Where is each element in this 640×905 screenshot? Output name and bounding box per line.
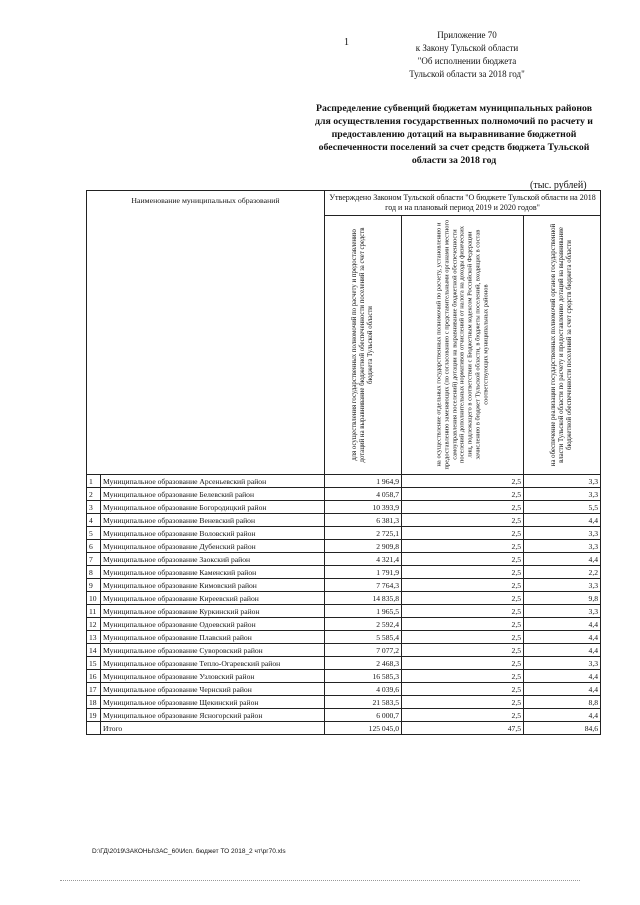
row-value-b: 2,5 (402, 657, 524, 670)
row-name: Муниципальное образование Плавский район (101, 631, 325, 644)
row-value-b: 2,5 (402, 501, 524, 514)
row-number: 10 (87, 592, 101, 605)
row-value-b: 2,5 (402, 631, 524, 644)
table-row (87, 605, 601, 618)
header-row (87, 191, 601, 216)
row-value-c: 4,4 (524, 553, 601, 566)
appendix-block (392, 29, 542, 81)
appendix-line: Приложение 70 (437, 30, 497, 40)
row-value-b: 2,5 (402, 644, 524, 657)
table-row (87, 566, 601, 579)
table-row (87, 592, 601, 605)
row-name: Муниципальное образование Узловский район (101, 670, 325, 683)
row-value-a: 4 058,7 (325, 488, 402, 501)
table-row (87, 527, 601, 540)
row-value-a: 1 964,9 (325, 475, 402, 488)
file-path-footer: D:\ГД\2019\ЗАКОНЫ\ЗАС_60\Исп. бюджет ТО 2018_2 чт\рг70.xls (92, 848, 286, 855)
row-number: 5 (87, 527, 101, 540)
row-value-c: 3,3 (524, 540, 601, 553)
row-value-b: 2,5 (402, 540, 524, 553)
row-number: 2 (87, 488, 101, 501)
header-name: Наименование муниципальных образований (87, 191, 325, 475)
row-value-b: 2,5 (402, 527, 524, 540)
appendix-line: "Об исполнении бюджета (417, 56, 517, 66)
appendix-line: Тульской области за 2018 год" (409, 69, 525, 79)
row-value-a: 6 000,7 (325, 709, 402, 722)
row-value-c: 3,3 (524, 657, 601, 670)
total-label: Итого (101, 722, 325, 735)
row-value-a: 2 725,1 (325, 527, 402, 540)
row-name: Муниципальное образование Арсеньевский район (101, 475, 325, 488)
row-value-b: 2,5 (402, 709, 524, 722)
table-row (87, 553, 601, 566)
row-name: Муниципальное образование Киреевский район (101, 592, 325, 605)
table-row (87, 644, 601, 657)
row-value-b: 2,5 (402, 670, 524, 683)
total-row (87, 722, 601, 735)
row-value-c: 4,4 (524, 631, 601, 644)
row-name: Муниципальное образование Веневский район (101, 514, 325, 527)
row-value-b: 2,5 (402, 618, 524, 631)
row-value-b: 2,5 (402, 605, 524, 618)
row-value-c: 5,5 (524, 501, 601, 514)
table-row (87, 709, 601, 722)
row-name: Муниципальное образование Богородицкий район (101, 501, 325, 514)
row-number: 15 (87, 657, 101, 670)
row-value-b: 2,5 (402, 553, 524, 566)
row-name: Муниципальное образование Заокский район (101, 553, 325, 566)
row-value-a: 7 764,3 (325, 579, 402, 592)
row-value-a: 4 039,6 (325, 683, 402, 696)
row-number: 19 (87, 709, 101, 722)
total-b: 47,5 (402, 722, 524, 735)
row-number: 4 (87, 514, 101, 527)
page-number: 1 (344, 37, 349, 48)
row-number: 6 (87, 540, 101, 553)
header-col-c-text: на обеспечение реализации государственных полномочий органов государственной власти Тульской области по расчету и предоставлению дотаций на выравнивание бюджетной обеспеченности поселений за счет средств бюджета области (550, 223, 574, 467)
row-value-a: 21 583,5 (325, 696, 402, 709)
row-value-c: 3,3 (524, 579, 601, 592)
row-value-a: 6 381,3 (325, 514, 402, 527)
table-body (87, 475, 601, 722)
header-approved: Утверждено Законом Тульской области "О бюджете Тульской области на 2018 год и на плановый период 2019 и 2020 годов" (325, 191, 601, 216)
table-row (87, 683, 601, 696)
subsidy-table (86, 190, 601, 735)
row-value-c: 4,4 (524, 709, 601, 722)
row-number: 12 (87, 618, 101, 631)
row-number: 13 (87, 631, 101, 644)
row-value-c: 3,3 (524, 527, 601, 540)
header-col-b (402, 216, 524, 475)
row-value-a: 5 585,4 (325, 631, 402, 644)
table-row (87, 696, 601, 709)
row-number: 18 (87, 696, 101, 709)
row-value-b: 2,5 (402, 683, 524, 696)
row-value-b: 2,5 (402, 488, 524, 501)
units-label: (тыс. рублей) (530, 180, 587, 191)
row-value-a: 2 909,8 (325, 540, 402, 553)
row-value-c: 2,2 (524, 566, 601, 579)
row-value-c: 3,3 (524, 475, 601, 488)
row-value-c: 3,3 (524, 605, 601, 618)
row-value-b: 2,5 (402, 475, 524, 488)
row-name: Муниципальное образование Ясногорский район (101, 709, 325, 722)
row-value-a: 16 585,3 (325, 670, 402, 683)
row-value-c: 4,4 (524, 644, 601, 657)
table-row (87, 540, 601, 553)
row-value-a: 7 077,2 (325, 644, 402, 657)
row-name: Муниципальное образование Одоевский район (101, 618, 325, 631)
table-row (87, 670, 601, 683)
table-row (87, 501, 601, 514)
row-number: 9 (87, 579, 101, 592)
total-num (87, 722, 101, 735)
row-number: 11 (87, 605, 101, 618)
row-value-b: 2,5 (402, 592, 524, 605)
bottom-dotted-line (60, 880, 580, 881)
row-name: Муниципальное образование Воловский район (101, 527, 325, 540)
row-value-a: 2 468,3 (325, 657, 402, 670)
row-value-c: 9,8 (524, 592, 601, 605)
row-value-a: 2 592,4 (325, 618, 402, 631)
row-name: Муниципальное образование Щекинский район (101, 696, 325, 709)
row-value-a: 1 965,5 (325, 605, 402, 618)
row-number: 16 (87, 670, 101, 683)
row-value-c: 4,4 (524, 683, 601, 696)
row-name: Муниципальное образование Дубенский район (101, 540, 325, 553)
table-row (87, 631, 601, 644)
table-row (87, 618, 601, 631)
row-number: 7 (87, 553, 101, 566)
row-name: Муниципальное образование Каменский район (101, 566, 325, 579)
row-value-a: 10 393,9 (325, 501, 402, 514)
row-number: 1 (87, 475, 101, 488)
row-name: Муниципальное образование Тепло-Огаревский район (101, 657, 325, 670)
total-c: 84,6 (524, 722, 601, 735)
row-value-a: 14 835,8 (325, 592, 402, 605)
table-row (87, 488, 601, 501)
row-value-a: 1 791,9 (325, 566, 402, 579)
row-name: Муниципальное образование Суворовский район (101, 644, 325, 657)
table-row (87, 514, 601, 527)
header-col-c (524, 216, 601, 475)
header-col-a (325, 216, 402, 475)
row-value-b: 2,5 (402, 514, 524, 527)
row-value-b: 2,5 (402, 696, 524, 709)
row-number: 3 (87, 501, 101, 514)
header-col-a-text: для осуществления государственных полномочий по расчету и предоставлению дотаций на выравнивание бюджетной обеспеченности поселений за счет средств бюджета Тульской области (351, 227, 375, 463)
row-number: 14 (87, 644, 101, 657)
row-value-a: 4 321,4 (325, 553, 402, 566)
row-name: Муниципальное образование Чернский район (101, 683, 325, 696)
header-col-b-text: на осуществление отдельных государственных полномочий по расчету, установлению и предоставлению заменяющих (по согласованию с представительными органами местного самоуправления поселений) дотации на выравнивание бюджетной обеспеченности поселений дополнительных нормативов отчислений от налога на доходы физических лиц, подлежащего в соответствии с Бюджетным кодексом Российской Федерации зачислению в бюджет Тульской области, в бюджеты поселений, входящих в состав соответствующих муниципальных районов (435, 220, 490, 470)
row-name: Муниципальное образование Кимовский район (101, 579, 325, 592)
row-name: Муниципальное образование Куркинский район (101, 605, 325, 618)
row-value-b: 2,5 (402, 579, 524, 592)
table-row (87, 657, 601, 670)
row-value-c: 4,4 (524, 670, 601, 683)
row-value-c: 4,4 (524, 514, 601, 527)
row-number: 8 (87, 566, 101, 579)
row-value-c: 3,3 (524, 488, 601, 501)
row-value-c: 8,8 (524, 696, 601, 709)
table-row (87, 475, 601, 488)
appendix-line: к Закону Тульской области (415, 43, 519, 53)
document-title: Распределение субвенций бюджетам муниципальных районов для осуществления государственных полномочий по расчету и предоставлению дотаций на выравнивание бюджетной обеспеченности поселений за счет средств бюджета Тульской области за 2018 год (315, 103, 593, 166)
total-a: 125 045,0 (325, 722, 402, 735)
row-value-c: 4,4 (524, 618, 601, 631)
table-row (87, 579, 601, 592)
row-number: 17 (87, 683, 101, 696)
row-value-b: 2,5 (402, 566, 524, 579)
row-name: Муниципальное образование Белевский район (101, 488, 325, 501)
